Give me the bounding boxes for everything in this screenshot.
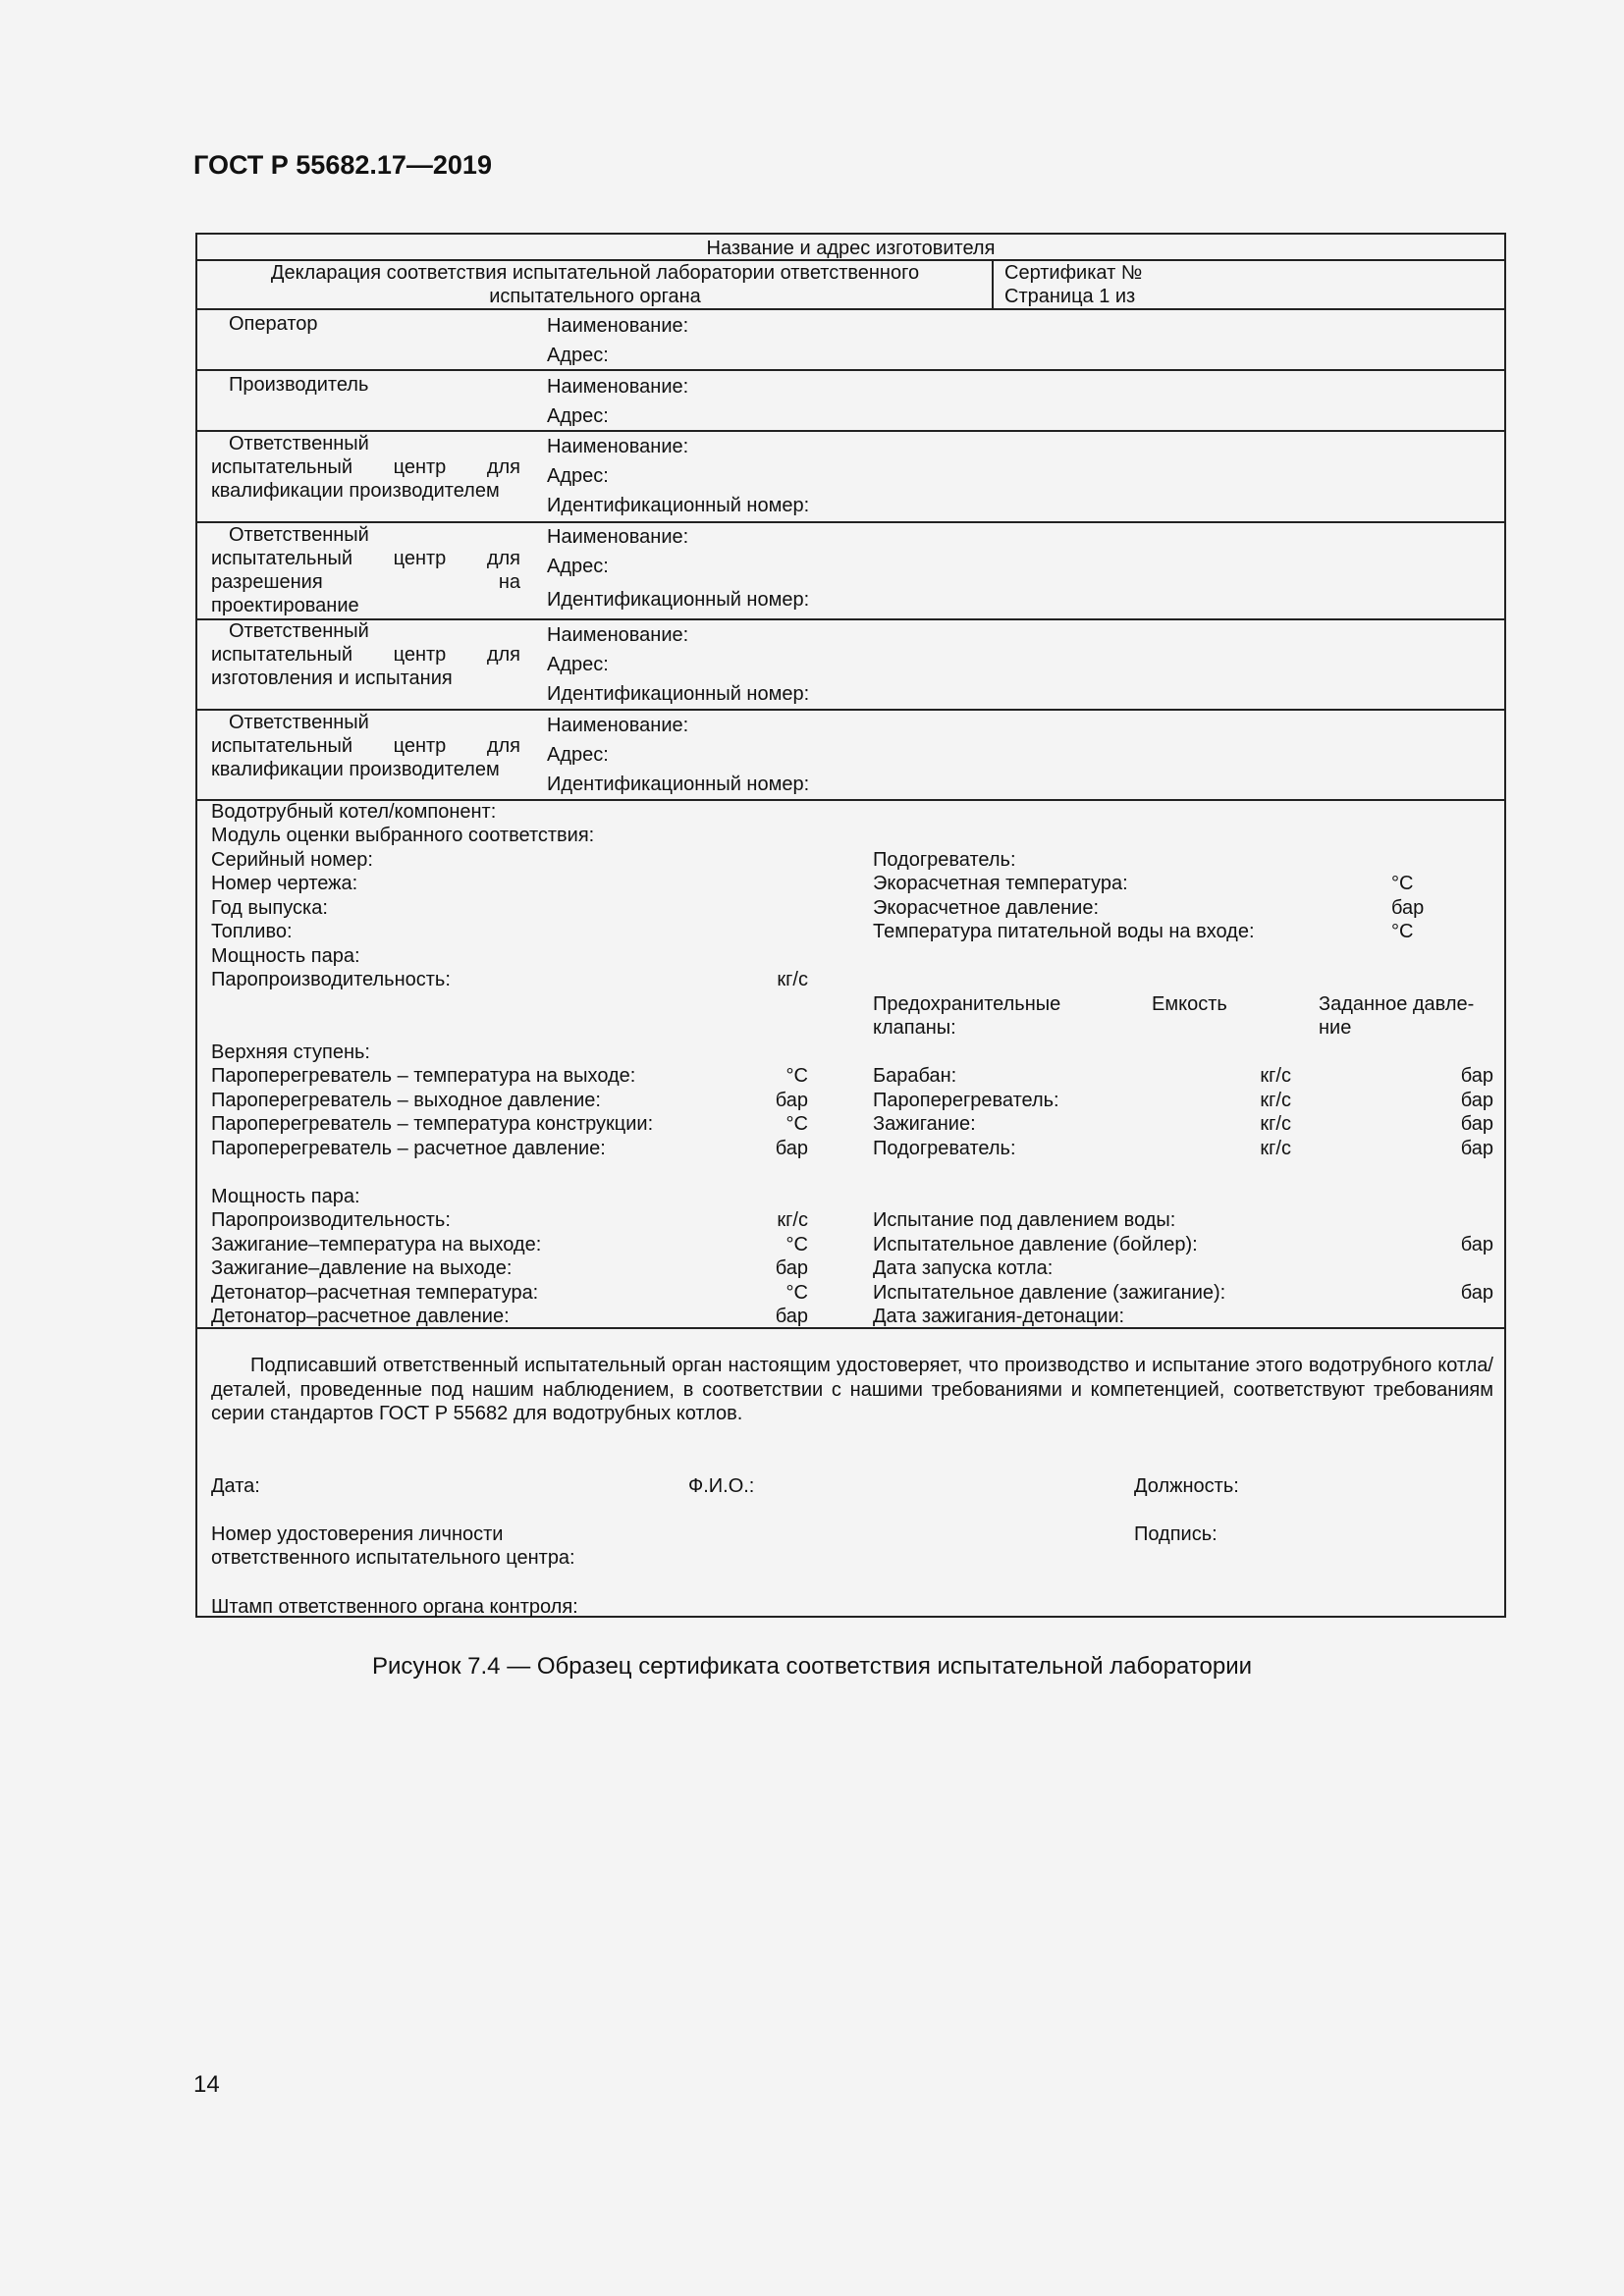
- unit-kgs: кг/с: [1260, 1138, 1291, 1159]
- unit-bar: бар: [1460, 1113, 1493, 1135]
- page-of: Страница 1 из: [1004, 286, 1136, 307]
- det-design-temp-field: Детонатор–расчетная температура:: [211, 1282, 539, 1304]
- boiler-start-date-field: Дата запуска котла:: [873, 1257, 1054, 1279]
- unit-bar: бар: [1460, 1065, 1493, 1087]
- divider: [992, 259, 994, 308]
- safety-valves-header: Предохранительные клапаны:: [873, 993, 1061, 1039]
- unit-celsius: °C: [785, 1234, 808, 1255]
- signature-field: Подпись:: [1134, 1523, 1218, 1545]
- unit-bar: бар: [775, 1306, 808, 1327]
- fuel-field: Топливо:: [211, 921, 293, 942]
- serial-field: Серийный номер:: [211, 849, 373, 871]
- sh-design-temp-field: Пароперегреватель – температура конструкции:: [211, 1113, 654, 1135]
- unit-bar: бар: [1460, 1090, 1493, 1111]
- boiler-field: Водотрубный котел/компонент:: [211, 801, 497, 823]
- divider: [197, 430, 1504, 432]
- center-label: квалификации производителем: [211, 480, 500, 502]
- capacity-header: Емкость: [1152, 993, 1227, 1015]
- ign-out-temp-field: Зажигание–температура на выходе:: [211, 1234, 542, 1255]
- divider: [197, 521, 1504, 523]
- unit-kgs: кг/с: [1260, 1090, 1291, 1111]
- name-field: Наименование:: [547, 526, 689, 548]
- steam-power-field: Мощность пара:: [211, 1186, 360, 1207]
- name-field: Наименование:: [547, 624, 689, 646]
- unit-kgs: кг/с: [777, 969, 808, 990]
- fio-field: Ф.И.О.:: [688, 1475, 755, 1497]
- superheater-field: Пароперегреватель:: [873, 1090, 1059, 1111]
- certification-statement: Подписавший ответственный испытательный орган настоящим удостоверяет, что производство и испытание этого водотрубного котла/деталей, проведенные под нашим наблюдением, в соответствии с нашими требованиями и компетенцией, соответствуют требованиям серии стандартов ГОСТ Р 55682 для водотрубных котлов.: [211, 1355, 1493, 1424]
- center-label: испытательный центр для: [211, 456, 520, 478]
- producer-label: Производитель: [229, 374, 369, 396]
- steam-power-field: Мощность пара:: [211, 945, 360, 967]
- ignition-date-field: Дата зажигания-детонации:: [873, 1306, 1125, 1327]
- center-label: испытательный центр для: [211, 735, 520, 757]
- id-field: Идентификационный номер:: [547, 495, 810, 516]
- manufacturer-header: Название и адрес изготовителя: [706, 238, 996, 259]
- unit-kgs: кг/с: [1260, 1065, 1291, 1087]
- unit-bar: бар: [1391, 897, 1425, 919]
- center-label: квалификации производителем: [211, 759, 500, 780]
- address-field: Адрес:: [547, 556, 609, 577]
- eco-pressure-field: Экорасчетное давление:: [873, 897, 1100, 919]
- address-field: Адрес:: [547, 345, 609, 366]
- unit-bar: бар: [1460, 1282, 1493, 1304]
- sh-out-temp-field: Пароперегреватель – температура на выходе:: [211, 1065, 636, 1087]
- drawing-field: Номер чертежа:: [211, 873, 358, 894]
- center-label: Ответственный: [229, 433, 369, 454]
- unit-celsius: °C: [785, 1065, 808, 1087]
- ignition-field: Зажигание:: [873, 1113, 976, 1135]
- set-pressure-header: Заданное давле-ние: [1319, 993, 1475, 1039]
- id-number-field: Номер удостоверения личности: [211, 1523, 504, 1545]
- module-field: Модуль оценки выбранного соответствия:: [211, 825, 595, 846]
- det-design-pressure-field: Детонатор–расчетное давление:: [211, 1306, 510, 1327]
- unit-kgs: кг/с: [777, 1209, 808, 1231]
- drum-field: Барабан:: [873, 1065, 957, 1087]
- unit-celsius: °C: [785, 1113, 808, 1135]
- sh-design-pressure-field: Пароперегреватель – расчетное давление:: [211, 1138, 606, 1159]
- heater-field: Подогреватель:: [873, 1138, 1016, 1159]
- center-label: изготовления и испытания: [211, 667, 453, 689]
- address-field: Адрес:: [547, 465, 609, 487]
- unit-bar: бар: [775, 1138, 808, 1159]
- certificate-number: Сертификат №: [1004, 262, 1143, 284]
- address-field: Адрес:: [547, 405, 609, 427]
- stamp-field: Штамп ответственного органа контроля:: [211, 1596, 578, 1618]
- center-label: Ответственный: [229, 620, 369, 642]
- id-field: Идентификационный номер:: [547, 774, 810, 795]
- position-field: Должность:: [1134, 1475, 1239, 1497]
- unit-bar: бар: [775, 1090, 808, 1111]
- unit-celsius: °C: [1391, 873, 1414, 894]
- sh-out-pressure-field: Пароперегреватель – выходное давление:: [211, 1090, 601, 1111]
- operator-label: Оператор: [229, 313, 318, 335]
- steam-capacity-field: Паропроизводительность:: [211, 1209, 451, 1231]
- divider: [197, 618, 1504, 620]
- figure-caption: Рисунок 7.4 — Образец сертификата соответствия испытательной лаборатории: [371, 1653, 1252, 1680]
- eco-temp-field: Экорасчетная температура:: [873, 873, 1128, 894]
- name-field: Наименование:: [547, 436, 689, 457]
- center-label: испытательный центр для: [211, 548, 520, 569]
- unit-bar: бар: [1460, 1234, 1493, 1255]
- test-pressure-boiler-field: Испытательное давление (бойлер):: [873, 1234, 1198, 1255]
- divider: [197, 369, 1504, 371]
- hydro-test-field: Испытание под давлением воды:: [873, 1209, 1176, 1231]
- name-field: Наименование:: [547, 715, 689, 736]
- id-field: Идентификационный номер:: [547, 589, 810, 611]
- document-header: ГОСТ Р 55682.17—2019: [193, 150, 492, 180]
- page-number: 14: [193, 2071, 220, 2098]
- feedwater-temp-field: Температура питательной воды на входе:: [873, 921, 1255, 942]
- id-number-field: ответственного испытательного центра:: [211, 1547, 575, 1569]
- name-field: Наименование:: [547, 315, 689, 337]
- unit-celsius: °C: [1391, 921, 1414, 942]
- unit-bar: бар: [1460, 1138, 1493, 1159]
- declaration-title: Декларация соответствия испытательной лаборатории ответственного испытательного органа: [270, 262, 920, 307]
- center-label: Ответственный: [229, 712, 369, 733]
- unit-celsius: °C: [785, 1282, 808, 1304]
- center-label: испытательный центр для: [211, 644, 520, 666]
- divider: [197, 308, 1504, 310]
- test-pressure-ignition-field: Испытательное давление (зажигание):: [873, 1282, 1226, 1304]
- unit-bar: бар: [775, 1257, 808, 1279]
- center-label: Ответственный: [229, 524, 369, 546]
- steam-capacity-field: Паропроизводительность:: [211, 969, 451, 990]
- address-field: Адрес:: [547, 744, 609, 766]
- id-field: Идентификационный номер:: [547, 683, 810, 705]
- divider: [197, 709, 1504, 711]
- unit-kgs: кг/с: [1260, 1113, 1291, 1135]
- center-label: проектирование: [211, 595, 359, 616]
- address-field: Адрес:: [547, 654, 609, 675]
- date-field: Дата:: [211, 1475, 260, 1497]
- year-field: Год выпуска:: [211, 897, 328, 919]
- certificate-form: [195, 233, 1506, 1618]
- upper-stage-field: Верхняя ступень:: [211, 1041, 370, 1063]
- ign-out-pressure-field: Зажигание–давление на выходе:: [211, 1257, 513, 1279]
- center-label: разрешения на: [211, 571, 520, 593]
- heater-field: Подогреватель:: [873, 849, 1016, 871]
- name-field: Наименование:: [547, 376, 689, 398]
